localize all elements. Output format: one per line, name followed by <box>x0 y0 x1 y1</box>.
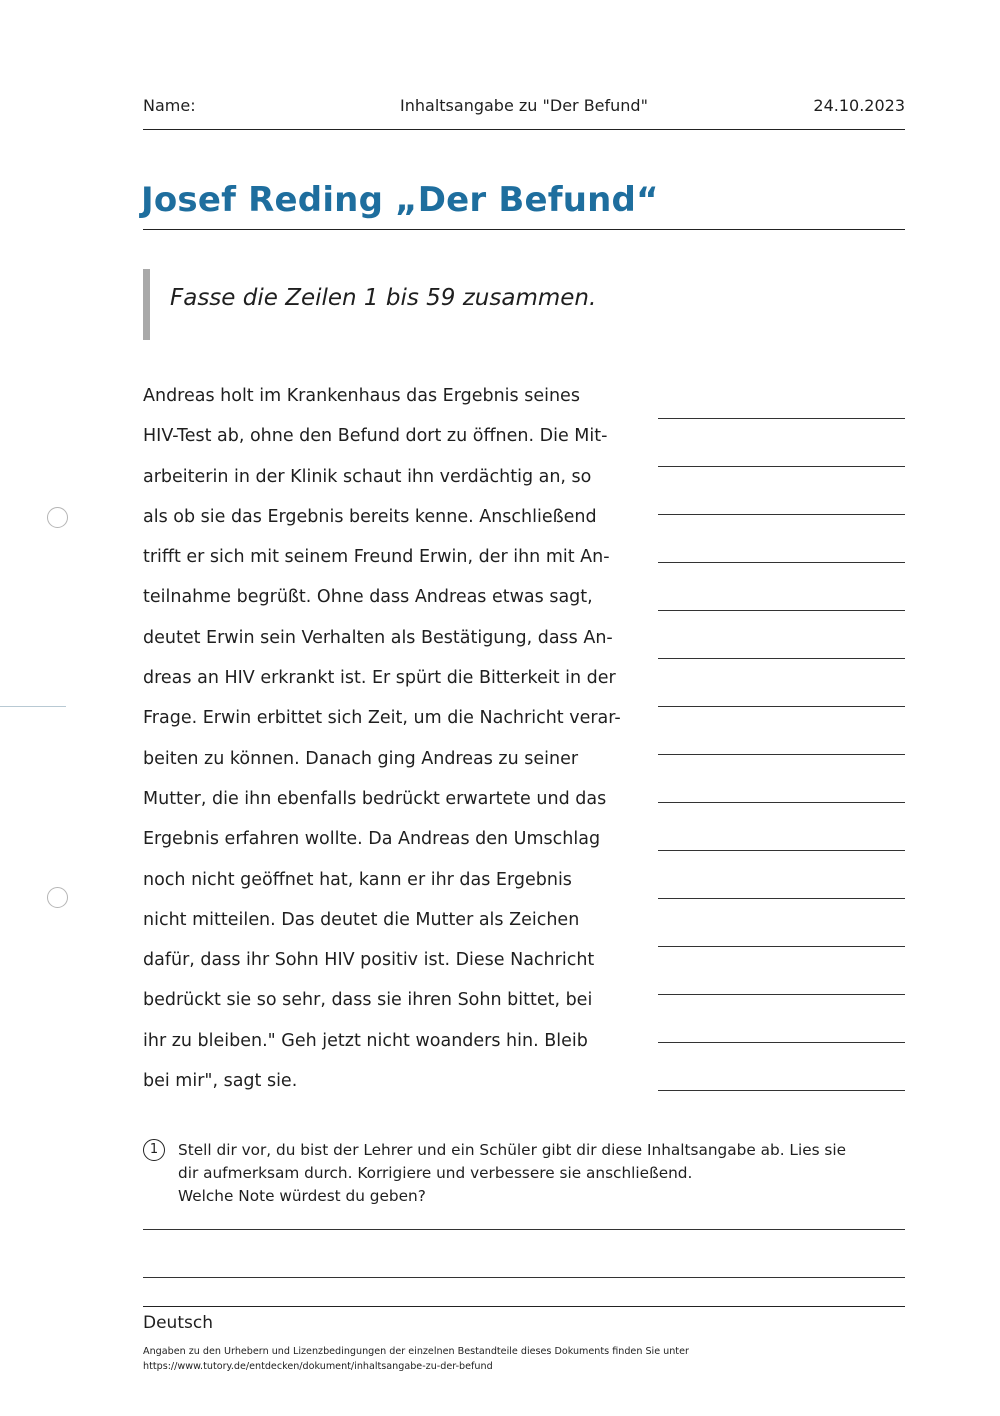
summary-line: bedrückt sie so sehr, dass sie ihren Sohn bittet, bei <box>143 990 593 1011</box>
margin-writing-line[interactable] <box>658 946 905 993</box>
summary-line: ihr zu bleiben." Geh jetzt nicht woanders hin. Bleib <box>143 1030 588 1051</box>
header-title: Inhaltsangabe zu "Der Befund" <box>400 96 648 115</box>
header-date: 24.10.2023 <box>813 96 905 115</box>
summary-line: deutet Erwin sein Verhalten als Bestätigung, dass An- <box>143 627 613 648</box>
margin-writing-line[interactable] <box>658 850 905 897</box>
page-header <box>143 96 905 120</box>
header-name-label: Name: <box>143 96 196 115</box>
punch-hole-icon <box>47 887 68 908</box>
margin-writing-line[interactable] <box>658 1090 905 1137</box>
footer-rule <box>143 1306 905 1307</box>
margin-writing-line[interactable] <box>658 514 905 561</box>
exercise-line: dir aufmerksam durch. Korrigiere und verbessere sie anschließend. <box>178 1164 693 1182</box>
fold-mark <box>0 706 66 707</box>
exercise-line: Welche Note würdest du geben? <box>178 1187 426 1205</box>
margin-writing-line[interactable] <box>658 562 905 609</box>
margin-writing-line[interactable] <box>658 418 905 465</box>
summary-text <box>143 380 663 1105</box>
summary-line: nicht mitteilen. Das deutet die Mutter als Zeichen <box>143 909 580 930</box>
exercise-line: Stell dir vor, du bist der Lehrer und ein Schüler gibt dir diese Inhaltsangabe ab. Lies sie <box>178 1141 847 1159</box>
margin-writing-line[interactable] <box>658 466 905 513</box>
margin-writing-line[interactable] <box>658 658 905 705</box>
punch-hole-icon <box>47 507 68 528</box>
margin-writing-line[interactable] <box>658 1042 905 1089</box>
margin-writing-line[interactable] <box>658 706 905 753</box>
summary-line: dafür, dass ihr Sohn HIV positiv ist. Diese Nachricht <box>143 950 595 971</box>
summary-line: teilnahme begrüßt. Ohne dass Andreas etwas sagt, <box>143 587 593 608</box>
margin-writing-line[interactable] <box>658 898 905 945</box>
summary-line: Mutter, die ihn ebenfalls bedrückt erwartete und das <box>143 788 607 809</box>
margin-writing-line[interactable] <box>658 994 905 1041</box>
task-instruction: Fasse die Zeilen 1 bis 59 zusammen. <box>170 285 597 311</box>
footer-notice-line: Angaben zu den Urhebern und Lizenzbedingungen der einzelnen Bestandteile dieses Dokuments finden Sie unter <box>143 1346 689 1357</box>
margin-writing-lines <box>658 418 905 1138</box>
summary-line: bei mir", sagt sie. <box>143 1071 298 1092</box>
title-rule <box>143 229 905 230</box>
summary-line: als ob sie das Ergebnis bereits kenne. Anschließend <box>143 506 597 527</box>
summary-line: dreas an HIV erkrankt ist. Er spürt die Bitterkeit in der <box>143 668 616 689</box>
header-rule <box>143 129 905 130</box>
summary-line: arbeiterin in der Klinik schaut ihn verdächtig an, so <box>143 466 592 487</box>
summary-line: beiten zu können. Danach ging Andreas zu seiner <box>143 748 579 769</box>
exercise-text <box>178 1139 898 1208</box>
summary-line: Ergebnis erfahren wollte. Da Andreas den Umschlag <box>143 829 601 850</box>
summary-line: Frage. Erwin erbittet sich Zeit, um die Nachricht verar- <box>143 708 621 729</box>
answer-line[interactable] <box>143 1277 905 1278</box>
margin-writing-line[interactable] <box>658 610 905 657</box>
footer-subject: Deutsch <box>143 1313 213 1333</box>
exercise-number-badge: 1 <box>143 1139 165 1161</box>
margin-writing-line[interactable] <box>658 754 905 801</box>
summary-line: noch nicht geöffnet hat, kann er ihr das Ergebnis <box>143 869 572 890</box>
footer-license-notice <box>143 1344 689 1374</box>
answer-line[interactable] <box>143 1229 905 1230</box>
summary-line: Andreas holt im Krankenhaus das Ergebnis seines <box>143 386 580 406</box>
summary-line: trifft er sich mit seinem Freund Erwin, der ihn mit An- <box>143 547 610 568</box>
margin-writing-line[interactable] <box>658 802 905 849</box>
page-title: Josef Reding „Der Befund“ <box>141 180 659 220</box>
summary-line: HIV-Test ab, ohne den Befund dort zu öffnen. Die Mit- <box>143 426 608 447</box>
task-accent-bar <box>143 269 150 340</box>
footer-notice-url: https://www.tutory.de/entdecken/dokument/inhaltsangabe-zu-der-befund <box>143 1361 493 1372</box>
